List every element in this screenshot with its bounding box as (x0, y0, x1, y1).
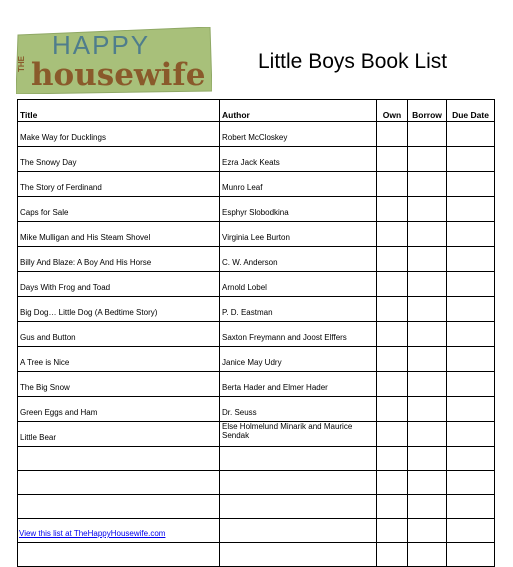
table-row (18, 447, 495, 471)
book-title (18, 543, 220, 567)
due-date-cell (447, 322, 495, 347)
borrow-cell (408, 543, 447, 567)
book-author: C. W. Anderson (220, 247, 377, 272)
borrow-cell (408, 122, 447, 147)
book-author: Arnold Lobel (220, 272, 377, 297)
due-date-cell (447, 122, 495, 147)
due-date-cell (447, 519, 495, 543)
logo-happy-text: HAPPY (52, 30, 151, 60)
book-author: Munro Leaf (220, 172, 377, 197)
book-title: Days With Frog and Toad (18, 272, 220, 297)
book-list-table (17, 99, 495, 567)
own-cell (377, 247, 408, 272)
book-author: Robert McCloskey (220, 122, 377, 147)
author-column-header: Author (220, 100, 377, 122)
due-date-cell (447, 247, 495, 272)
book-title: Green Eggs and Ham (18, 397, 220, 422)
book-author (220, 543, 377, 567)
book-title (18, 495, 220, 519)
logo-the-text: THE (17, 56, 26, 72)
due-date-cell (447, 272, 495, 297)
borrow-cell (408, 372, 447, 397)
own-column-header: Own (377, 100, 408, 122)
table-row (18, 147, 495, 172)
book-author-text: Else Holmelund Minarik and Maurice Sendak (222, 422, 353, 440)
borrow-cell (408, 397, 447, 422)
table-row (18, 397, 495, 422)
borrow-cell (408, 222, 447, 247)
own-cell (377, 222, 408, 247)
borrow-cell (408, 422, 447, 447)
own-cell (377, 197, 408, 222)
due-date-cell (447, 543, 495, 567)
happy-housewife-logo (16, 27, 212, 94)
own-cell (377, 122, 408, 147)
due-date-cell (447, 447, 495, 471)
due-date-cell (447, 197, 495, 222)
table-row (18, 372, 495, 397)
own-cell (377, 397, 408, 422)
table-row (18, 122, 495, 147)
logo-housewife-text: housewife (31, 57, 206, 93)
borrow-cell (408, 272, 447, 297)
table-header-row (18, 100, 495, 122)
book-author: Janice May Udry (220, 347, 377, 372)
own-cell (377, 519, 408, 543)
book-author: Dr. Seuss (220, 397, 377, 422)
table-row (18, 347, 495, 372)
book-title: Little Bear (18, 422, 220, 447)
borrow-cell (408, 197, 447, 222)
own-cell (377, 471, 408, 495)
book-title: The Big Snow (18, 372, 220, 397)
own-cell (377, 322, 408, 347)
borrow-cell (408, 471, 447, 495)
due-date-cell (447, 397, 495, 422)
own-cell (377, 347, 408, 372)
own-cell (377, 447, 408, 471)
book-author: P. D. Eastman (220, 297, 377, 322)
book-author (220, 519, 377, 543)
book-title: Billy And Blaze: A Boy And His Horse (18, 247, 220, 272)
book-title: Caps for Sale (18, 197, 220, 222)
book-author: Berta Hader and Elmer Hader (220, 372, 377, 397)
table-row (18, 297, 495, 322)
borrow-cell (408, 147, 447, 172)
due-date-cell (447, 147, 495, 172)
book-title: Gus and Button (18, 322, 220, 347)
own-cell (377, 543, 408, 567)
due-date-cell (447, 495, 495, 519)
title-column-header: Title (18, 100, 220, 122)
borrow-cell (408, 519, 447, 543)
book-title: The Snowy Day (18, 147, 220, 172)
borrow-cell (408, 495, 447, 519)
book-author: Saxton Freymann and Joost Elffers (220, 322, 377, 347)
book-author: Ezra Jack Keats (220, 147, 377, 172)
own-cell (377, 172, 408, 197)
table-row (18, 322, 495, 347)
table-row (18, 543, 495, 567)
borrow-column-header: Borrow (408, 100, 447, 122)
borrow-cell (408, 172, 447, 197)
own-cell (377, 422, 408, 447)
book-title: A Tree is Nice (18, 347, 220, 372)
website-link[interactable]: View this list at TheHappyHousewife.com (19, 529, 166, 538)
due-date-cell (447, 222, 495, 247)
due-date-cell (447, 347, 495, 372)
due-date-cell (447, 372, 495, 397)
own-cell (377, 272, 408, 297)
book-title: The Story of Ferdinand (18, 172, 220, 197)
book-author: Esphyr Slobodkina (220, 197, 377, 222)
due-date-cell (447, 172, 495, 197)
due-date-cell (447, 422, 495, 447)
borrow-cell (408, 297, 447, 322)
borrow-cell (408, 447, 447, 471)
book-title (18, 447, 220, 471)
borrow-cell (408, 322, 447, 347)
table-row (18, 247, 495, 272)
book-title: Mike Mulligan and His Steam Shovel (18, 222, 220, 247)
due-date-cell (447, 471, 495, 495)
own-cell (377, 297, 408, 322)
own-cell (377, 147, 408, 172)
book-title (18, 471, 220, 495)
due-date-cell (447, 297, 495, 322)
table-row (18, 272, 495, 297)
table-row (18, 197, 495, 222)
own-cell (377, 372, 408, 397)
due-date-column-header: Due Date (447, 100, 495, 122)
book-author (220, 495, 377, 519)
own-cell (377, 495, 408, 519)
book-author: Virginia Lee Burton (220, 222, 377, 247)
borrow-cell (408, 347, 447, 372)
book-author (220, 447, 377, 471)
table-row (18, 471, 495, 495)
book-title: Make Way for Ducklings (18, 122, 220, 147)
table-row (18, 172, 495, 197)
table-row (18, 222, 495, 247)
table-row (18, 422, 495, 447)
book-title: Big Dog… Little Dog (A Bedtime Story) (18, 297, 220, 322)
book-author (220, 471, 377, 495)
table-row (18, 495, 495, 519)
borrow-cell (408, 247, 447, 272)
document-title: Little Boys Book List (258, 50, 448, 73)
book-author (220, 422, 377, 447)
